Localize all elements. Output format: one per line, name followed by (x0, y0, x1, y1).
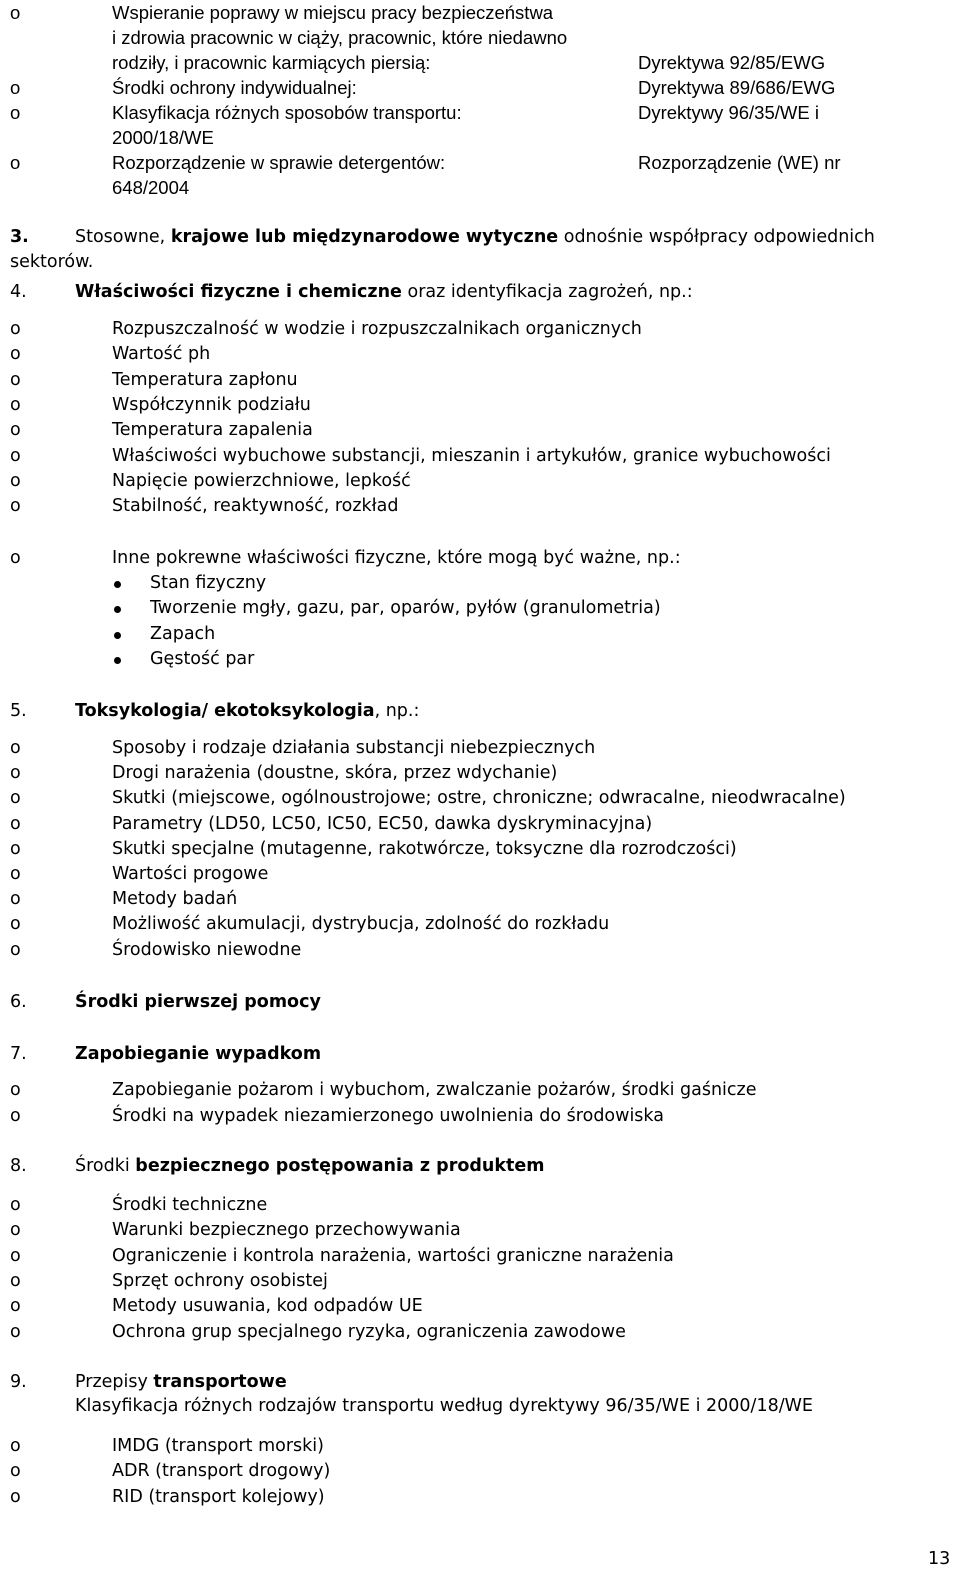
list-marker: o (10, 1080, 21, 1100)
section-7-heading: Zapobieganie wypadkom (75, 1044, 322, 1064)
list-item: ADR (transport drogowy) (112, 1461, 331, 1482)
list-marker: o (10, 788, 21, 809)
list-item: Ochrona grup specjalnego ryzyka, ograniczenia zawodowe (112, 1321, 626, 1342)
list-marker: o (10, 445, 21, 466)
list-marker: o (10, 319, 21, 339)
bullet-dot (114, 606, 121, 613)
list-marker: o (10, 102, 21, 123)
list-item: Środki na wypadek niezamierzonego uwolnienia do środowiska (112, 1105, 664, 1126)
list-marker: o (10, 152, 21, 173)
section-5-heading: Toksykologia/ ekotoksykologia, np.: (75, 701, 420, 721)
list-item: IMDG (transport morski) (112, 1436, 324, 1456)
section-3-heading-line-2: sektorów. (10, 252, 94, 272)
list-item: Rozpuszczalność w wodzie i rozpuszczalnikach organicznych (112, 319, 642, 339)
list-item: Sprzęt ochrony osobistej (112, 1270, 328, 1291)
section-3-heading: Stosowne, krajowe lub międzynarodowe wytyczne odnośnie współpracy odpowiednich (75, 227, 875, 247)
list-marker: o (10, 2, 21, 23)
top-item-3-line-1: Klasyfikacja różnych sposobów transportu: (112, 102, 462, 123)
list-marker: o (10, 813, 21, 834)
section-9-number: 9. (10, 1372, 27, 1392)
list-marker: o (10, 1296, 21, 1317)
list-item: Temperatura zapalenia (112, 420, 313, 441)
list-marker: o (10, 1486, 21, 1507)
list-item: Stan fizyczny (150, 573, 267, 593)
list-marker: o (10, 1245, 21, 1266)
list-item: Współczynnik podziału (112, 394, 311, 415)
section-8-number: 8. (10, 1156, 27, 1176)
list-marker: o (10, 738, 21, 758)
list-item: Skutki (miejscowe, ogólnoustrojowe; ostre, chroniczne; odwracalne, nieodwracalne) (112, 788, 846, 809)
list-marker: o (10, 1436, 21, 1456)
list-item: Skutki specjalne (mutagenne, rakotwórcze, toksyczne dla rozrodczości) (112, 838, 737, 859)
section-5-number: 5. (10, 701, 27, 721)
list-marker: o (10, 77, 21, 98)
list-item: RID (transport kolejowy) (112, 1486, 325, 1507)
section-9-heading: Przepisy transportowe (75, 1372, 287, 1392)
list-item: Zapobieganie pożarom i wybuchom, zwalczanie pożarów, środki gaśnicze (112, 1080, 757, 1100)
list-marker: o (10, 369, 21, 390)
list-marker: o (10, 1270, 21, 1291)
list-marker: o (10, 864, 21, 884)
list-marker: o (10, 939, 21, 960)
list-marker: o (10, 1105, 21, 1126)
section-4-heading: Właściwości fizyczne i chemiczne oraz identyfikacja zagrożeń, np.: (75, 282, 693, 302)
list-item: Parametry (LD50, LC50, IC50, EC50, dawka dyskryminacyjna) (112, 813, 653, 834)
list-item: Metody badań (112, 889, 238, 910)
list-marker: o (10, 420, 21, 441)
list-item: Środowisko niewodne (112, 939, 302, 960)
list-item: Wartości progowe (112, 864, 269, 884)
list-marker: o (10, 548, 21, 568)
top-item-3-line-2: 2000/18/WE (112, 127, 214, 148)
top-item-1-line-1: Wspieranie poprawy w miejscu pracy bezpieczeństwa (112, 2, 554, 23)
list-item: Drogi narażenia (doustne, skóra, przez wdychanie) (112, 763, 558, 784)
list-marker: o (10, 1321, 21, 1342)
list-item: Możliwość akumulacji, dystrybucja, zdolność do rozkładu (112, 914, 610, 935)
list-item: Temperatura zapłonu (112, 369, 298, 390)
list-item: Sposoby i rodzaje działania substancji niebezpiecznych (112, 738, 596, 758)
top-item-2-reference: Dyrektywa 89/686/EWG (638, 77, 836, 98)
page-number: 13 (928, 1549, 951, 1569)
list-marker: o (10, 470, 21, 491)
top-item-1-reference: Dyrektywa 92/85/EWG (638, 52, 826, 73)
list-item: Ograniczenie i kontrola narażenia, wartości graniczne narażenia (112, 1245, 674, 1266)
list-marker: o (10, 1195, 21, 1215)
bullet-dot (114, 581, 121, 588)
section-4-other-properties: Inne pokrewne właściwości fizyczne, które mogą być ważne, np.: (112, 548, 681, 568)
section-3-number: 3. (10, 227, 29, 247)
section-9-subheading: Klasyfikacja różnych rodzajów transportu według dyrektywy 96/35/WE i 2000/18/WE (75, 1396, 813, 1416)
top-item-2-line-1: Środki ochrony indywidualnej: (112, 77, 357, 98)
section-8-heading: Środki bezpiecznego postępowania z produktem (75, 1156, 545, 1176)
list-item: Gęstość par (150, 648, 255, 669)
top-item-4-line-1: Rozporządzenie w sprawie detergentów: (112, 152, 446, 173)
list-marker: o (10, 1220, 21, 1241)
list-item: Wartość ph (112, 344, 211, 365)
top-item-4-line-2: 648/2004 (112, 177, 190, 198)
list-marker: o (10, 394, 21, 415)
top-item-3-reference: Dyrektywy 96/35/WE i (638, 102, 819, 123)
list-item: Warunki bezpiecznego przechowywania (112, 1220, 461, 1241)
list-item: Stabilność, reaktywność, rozkład (112, 496, 399, 517)
section-7-number: 7. (10, 1044, 27, 1064)
list-marker: o (10, 1461, 21, 1482)
list-marker: o (10, 496, 21, 517)
bullet-dot (114, 657, 121, 664)
section-4-number: 4. (10, 282, 27, 302)
top-item-1-line-2: i zdrowia pracownic w ciąży, pracownic, które niedawno (112, 27, 568, 48)
top-item-1-line-3: rodziły, i pracownic karmiących piersią: (112, 52, 431, 73)
list-item: Zapach (150, 623, 216, 644)
list-item: Właściwości wybuchowe substancji, mieszanin i artykułów, granice wybuchowości (112, 445, 831, 466)
list-item: Środki techniczne (112, 1195, 268, 1215)
bullet-dot (114, 632, 121, 639)
list-item: Metody usuwania, kod odpadów UE (112, 1296, 423, 1317)
list-marker: o (10, 838, 21, 859)
list-item: Tworzenie mgły, gazu, par, oparów, pyłów (granulometria) (150, 598, 661, 619)
section-6-number: 6. (10, 992, 27, 1012)
list-marker: o (10, 344, 21, 365)
list-marker: o (10, 914, 21, 935)
list-item: Napięcie powierzchniowe, lepkość (112, 470, 411, 491)
section-6-heading: Środki pierwszej pomocy (75, 992, 321, 1012)
top-item-4-reference: Rozporządzenie (WE) nr (638, 152, 841, 173)
list-marker: o (10, 763, 21, 784)
list-marker: o (10, 889, 21, 910)
